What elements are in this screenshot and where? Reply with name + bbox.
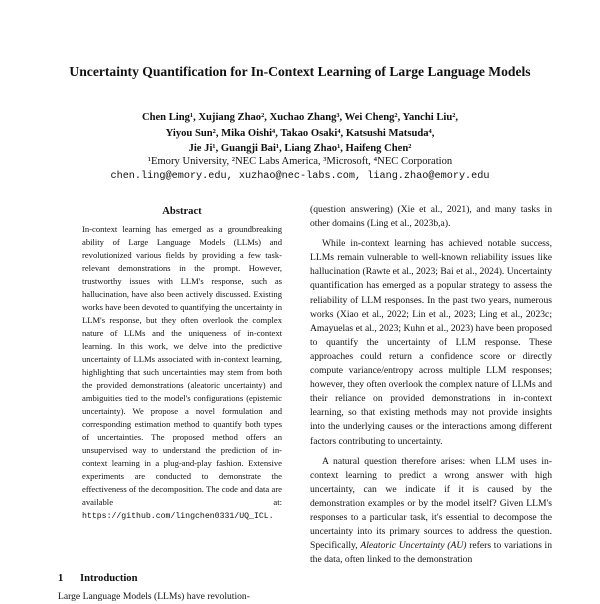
affiliations: ¹Emory University, ²NEC Labs America, ³Microsoft, ⁴NEC Corporation xyxy=(147,156,453,167)
introduction-first-line: Large Language Models (LLMs) have revolution- xyxy=(58,591,250,602)
right-column xyxy=(310,203,552,573)
paragraph-text: refers to variations in the data, often linked to the demonstration xyxy=(310,540,552,566)
paper-title: Uncertainty Quantification for In-Context Learning of Large Language Models xyxy=(69,64,531,79)
paragraph xyxy=(310,455,552,568)
abstract-body xyxy=(82,223,282,523)
abstract-heading: Abstract xyxy=(162,206,202,217)
aleatoric-term: Aleatoric Uncertainty (AU) xyxy=(360,540,467,552)
author-list xyxy=(40,110,560,157)
author-emails: chen.ling@emory.edu, xuzhao@nec-labs.com, liang.zhao@emory.edu xyxy=(110,171,490,182)
code-link[interactable]: https://github.com/lingchen0331/UQ_ICL. xyxy=(82,512,274,521)
section-title: Introduction xyxy=(80,573,138,584)
section-number: 1 xyxy=(58,573,64,584)
abstract-text: In-context learning has emerged as a groundbreaking ability of Large Language Models (LLMs) and revolutionized various fields by providing a few task-relevant demonstrations in the prompt. However, trustworthy issues with LLM's response, such as hallucination, have also been actively discussed. Existing works have been devoted to quantifying the uncertainty in LLM's response, but they often overlook the complex nature of LLMs and the uniqueness of in-context learning. In this work, we delve into the predictive uncertainty of LLMs associated with in-context learning, highlighting that such uncertainties may stem from both the provided demonstrations (aleatoric uncertainty) and ambiguities tied to the model's configurations (epistemic uncertainty). We propose a novel formulation and corresponding estimation method to quantify both types of uncertainties. The proposed method offers an unsupervised way to understand the prediction of in-context learning in a plug-and-play fashion. Extensive experiments are conducted to demonstrate the effectiveness of the decomposition. The code and data are available at: xyxy=(82,224,282,507)
author-line: Jie Ji¹, Guangji Bai¹, Liang Zhao¹, Haifeng Chen² xyxy=(188,143,412,154)
author-line: Yiyou Sun², Mika Oishi⁴, Takao Osaki⁴, Katsushi Matsuda⁴, xyxy=(165,127,435,139)
paragraph: (question answering) (Xie et al., 2021), and many tasks in other domains (Ling et al., 2023b,a). xyxy=(310,204,552,230)
paragraph-text: A natural question therefore arises: when LLM uses in-context learning to predict a wrong answer with high uncertainty, can we indicate if it is caused by the demonstration examples or by the model itself? Given LLM's responses to a particular task, it's essential to decompose the uncertainty into its primary sources to address the question. Specifically, xyxy=(310,455,552,552)
author-line: Chen Ling¹, Xujiang Zhao², Xuchao Zhang³, Wei Cheng², Yanchi Liu², xyxy=(141,112,459,123)
section-heading-introduction xyxy=(58,573,138,584)
paragraph: While in-context learning has achieved notable success, LLMs remain vulnerable to well-known reliability issues like hallucination (Rawte et al., 2023; Bai et al., 2024). Uncertainty quantification has emerged as a popular strategy to assess the reliability of LLM responses. In the past two years, numerous works (Xiao et al., 2022; Lin et al., 2023; Ling et al., 2023c; Amayuelas et al., 2023; Kuhn et al., 2023) have been proposed to quantify the uncertainty of LLM response. These approaches could return a confidence score or directly compute variance/entropy across multiple LLM responses; however, they often overlook the complex nature of LLMs and their reliance on provided demonstrations in in-context learning, so that existing methods may not provide insights into the underlying causes or the interactions among different factors contributing to uncertainty. xyxy=(310,238,552,447)
